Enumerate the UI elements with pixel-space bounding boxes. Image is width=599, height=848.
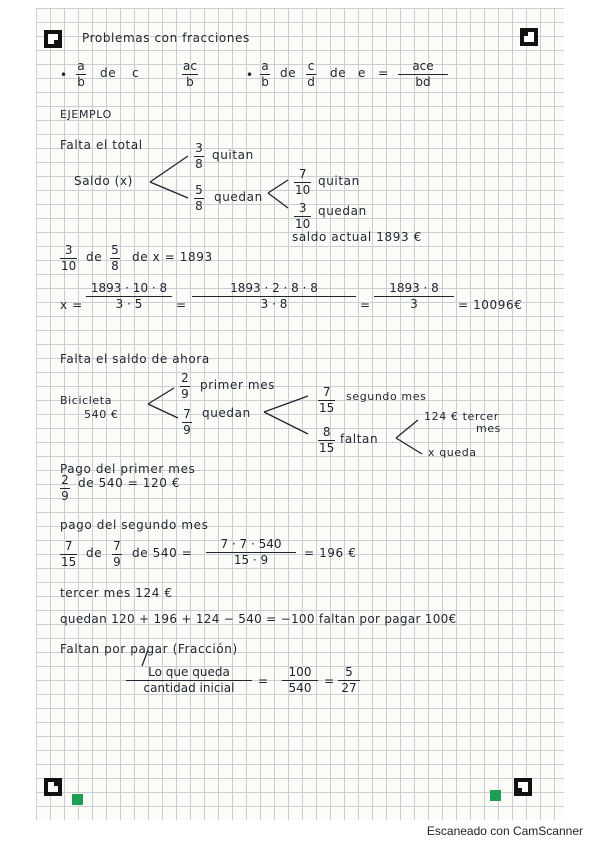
bullet: • [246, 68, 254, 82]
saldo-label: Saldo (x) [74, 174, 133, 188]
fraction-3-8: 3 8 [195, 141, 203, 171]
fraction-3-10: 3 10 [295, 201, 311, 231]
eq2-lhs: x = [60, 298, 83, 312]
fraction-eq2-3: 1893 · 8 3 [374, 282, 454, 311]
heading-pago-primer: Pago del primer mes [60, 462, 196, 476]
pago-segundo-de-1: de [86, 546, 103, 560]
fraction-7-15-pago: 7 15 [61, 539, 77, 569]
fraction-7-9-pago: 7 9 [113, 539, 121, 569]
fraction-7-10: 7 10 [295, 167, 311, 197]
camscanner-footer: Escaneado con CamScanner [426, 824, 583, 838]
heading-faltan-fraccion: Faltan por pagar (Fracción) [60, 642, 238, 656]
fraction-ace-bd: ace bd [398, 60, 448, 89]
fraction-5-8-eq: 5 8 [111, 243, 119, 273]
primer-mes-label: primer mes [200, 378, 276, 392]
fraction-100-540: 100 540 [282, 666, 318, 695]
quedan-bici-label: quedan [202, 406, 251, 420]
formula2-de: de [280, 66, 297, 80]
fraction-eq2-1: 1893 · 10 · 8 3 · 5 [86, 282, 172, 311]
eq1-rest: de x = 1893 [132, 250, 213, 264]
fraction-7-15: 7 15 [319, 385, 335, 415]
heading-falta-total: Falta el total [60, 138, 143, 152]
fraction-3-10-eq: 3 10 [61, 243, 77, 273]
fraction-8-15: 8 15 [319, 425, 335, 455]
formula2-equals: = [378, 66, 389, 80]
eq2-result: = 10096€ [458, 298, 523, 312]
heading-pago-segundo: pago del segundo mes [60, 518, 209, 532]
fraction-2-9: 2 9 [181, 371, 189, 401]
pago-segundo-de-2: de 540 = [132, 546, 193, 560]
bullet: • [60, 68, 68, 82]
fraction-pago-segundo: 7 · 7 · 540 15 · 9 [206, 538, 296, 567]
tercer-mes-label: mes [476, 422, 502, 435]
formula-de: de [100, 66, 117, 80]
fraction-ac-b: ac b [183, 59, 197, 89]
fraction-7-9: 7 9 [183, 407, 191, 437]
eq2-equals-a: = [176, 298, 187, 312]
fraction-lo-que-queda: Lo que queda cantidad inicial [126, 666, 252, 695]
quitan-label-2: quitan [318, 174, 360, 188]
saldo-actual: saldo actual 1893 € [292, 230, 422, 244]
eq2-equals-b: = [360, 298, 371, 312]
bicicleta-price: 540 € [84, 408, 119, 421]
formula2-de-2: de [330, 66, 347, 80]
pago-segundo-result: = 196 € [304, 546, 357, 560]
bicicleta-label: Bicicleta [60, 394, 113, 407]
tercer-mes-124: 124 € tercer [424, 410, 499, 423]
fraction-eq2-2: 1893 · 2 · 8 · 8 3 · 8 [192, 282, 356, 311]
page-title: Problemas con fracciones [82, 31, 250, 45]
notebook-page [36, 8, 564, 820]
section-ejemplo: EJEMPLO [60, 108, 112, 121]
formula-c: c [132, 66, 140, 80]
quedan-line: quedan 120 + 196 + 124 − 540 = −100 faltan por pagar 100€ [60, 612, 457, 626]
fraction-a-b: a b [77, 59, 85, 89]
formula2-e: e [358, 66, 366, 80]
segundo-mes-label: segundo mes [346, 390, 427, 403]
fraction-2-9-pago: 2 9 [61, 473, 69, 503]
fraction-5-8: 5 8 [195, 183, 203, 213]
heading-falta-saldo: Falta el saldo de ahora [60, 352, 210, 366]
fraction-a-b-2: a b [261, 59, 269, 89]
fraction-5-27: 5 27 [338, 666, 360, 695]
quedan-label-2: quedan [318, 204, 367, 218]
fraction-c-d: c d [307, 59, 315, 89]
faltan-label: faltan [340, 432, 379, 446]
quedan-label: quedan [214, 190, 263, 204]
final-equals-1: = [258, 674, 269, 688]
tercer-mes-line: tercer mes 124 € [60, 586, 173, 600]
x-queda-label: x queda [428, 446, 477, 459]
pago-primer-calc: de 540 = 120 € [78, 476, 181, 490]
quitan-label: quitan [212, 148, 254, 162]
final-equals-2: = [324, 674, 335, 688]
eq1-de: de [86, 250, 103, 264]
